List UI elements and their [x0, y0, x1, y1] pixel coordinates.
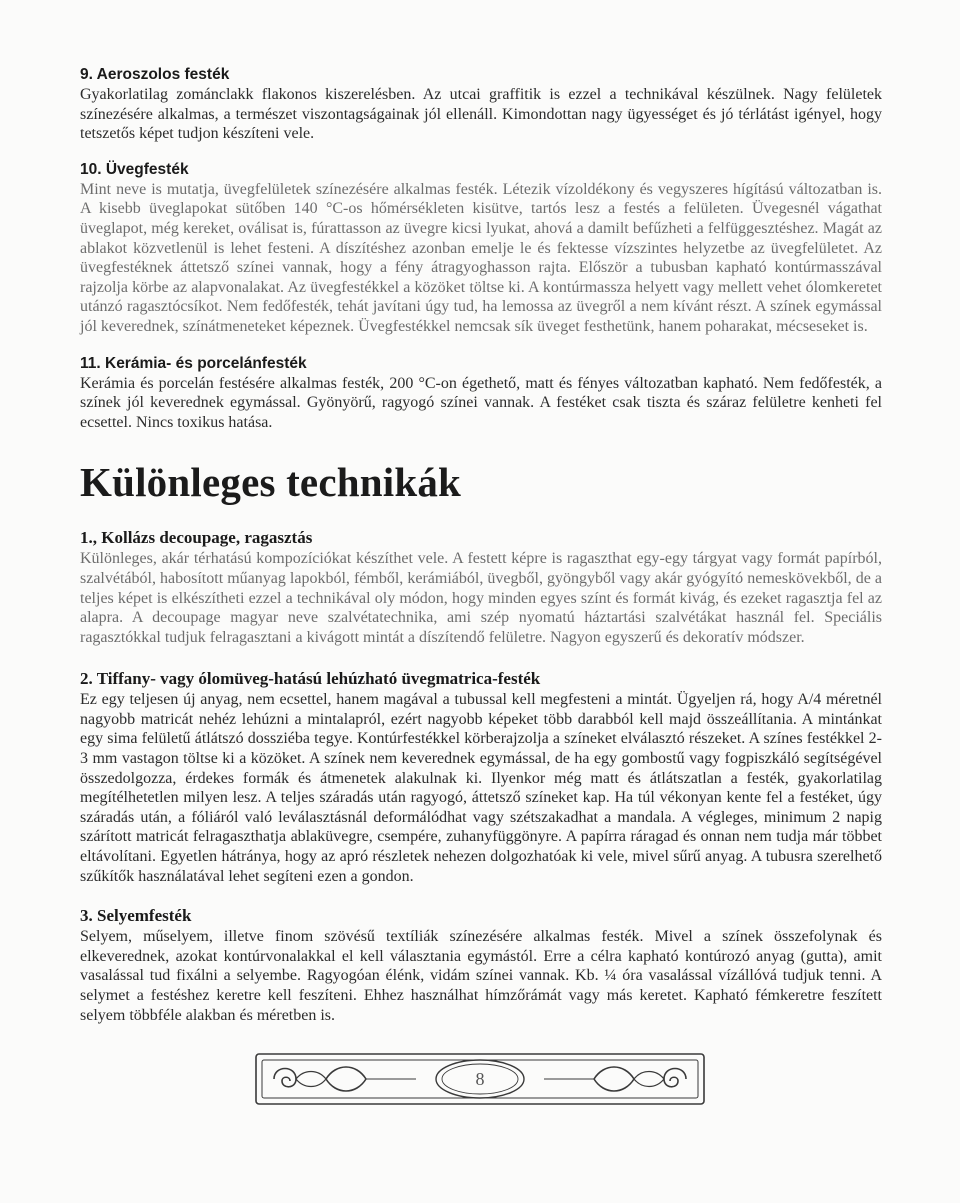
section-title: 1., Kollázs decoupage, ragasztás — [80, 528, 313, 548]
section-ceramic-paint — [80, 355, 882, 433]
section-body: Különleges, akár térhatású kompozíciókat készíthet vele. A festett képre is ragaszthat egy-egy tárgyat vagy formát papírból, szalvétából, habosított műanyag lapokból, fémből, kerámiából, üvegből, gyöngyből vagy akár gyógyító nemeskövekből, de a teljes képet is elkészítheti ezzel a technikával oly módon, hogy minden egyes színt és formát kivág, és ezeket ragasztja fel az alapra. A decoupage magyar neve szalvétatechnika, ami szép nyomatú háztartási szalvétákat használ fel. Speciális ragasztókkal tudjuk felragasztani a kivágott mintát a díszítendő felületre. Nagyon egyszerű és dekoratív módszer. — [80, 550, 882, 646]
section-title: 3. Selyemfesték — [80, 906, 192, 926]
section-body: Selyem, műselyem, illetve finom szövésű textíliák színezésére alkalmas festék. Mivel a színek összefolynak és elkeverednek, azokat kontúrvonalakkal el kell választania egymástól. Erre a célra kapható kontúrozó anyag (gutta), amit vasalással tud fixálni a selyembe. Ragyogóan élénk, vidám színei vannak. Kb. ¼ óra vasalással vízállóvá tudjuk tenni. A selymet a festéshez keretre kell feszíteni. Ehhez használhat hímzőrámát vagy más keretet. Kapható fémkeretre feszített selyem többféle alakban és méretben is. — [80, 928, 882, 1024]
section-title: 9. Aeroszolos festék — [80, 66, 230, 83]
section-title: 2. Tiffany- vagy ólomüveg-hatású lehúzható üvegmatrica-festék — [80, 669, 541, 689]
section-glass-paint — [80, 161, 882, 337]
section-body: Ez egy teljesen új anyag, nem ecsettel, hanem magával a tubussal kell megfesteni a mintát. Ügyeljen rá, hogy A/4 méretnél nagyobb matricát nehéz lehúzni a mintalapról, ezért nagyobb képeket több darabból kell majd összeállítania. A mintánkat egy sima felületű átlátszó dossziéba tegye. Kontúrfestékkel körberajzolja a színeket elválasztó részeket. A színes festékkel 2-3 mm vastagon töltse ki a közöket. A színek nem keverednek egymással, de ha egy gombostű vagy fogpiszkáló segítségével összedolgozza, érdekes formák és átmenetek alakulnak ki. Ilyenkor még matt és átlátszatlan a festék, gyakorlatilag megítélhetetlen milyen lesz. A teljes száradás után ragyogó, áttetsző színeket kap. Ha túl vékonyan kente fel a festéket, úgy száradás után, a fóliáról való leválasztásnál deformálódhat vagy szétszakadhat a mandala. A végleges, minimum 2 napig szárított matricát felragaszthatja ablaküvegre, csempére, zuhanyfüggönyre. A papírra ráragad és onnan nem tudja már többet eltávolítani. Egyetlen hátránya, hogy az apró részletek nehezen dolgozhatóak ki vele, mivel sűrű anyag. A tubusra szerelhető szűkítők használatával lehet segíteni ezen a gondon. — [80, 691, 882, 885]
section-tiffany-paint — [80, 669, 882, 886]
section-silk-paint — [80, 906, 882, 1025]
section-body: Gyakorlatilag zománclakk flakonos kiszerelésben. Az utcai graffitik is ezzel a technikával készülnek. Nagy felületek színezésére alkalmas, a természet viszontagságainak jól ellenáll. Kimondottan nagy ügyességet és jó térlátást igényel, hogy tetszetős képet tudjon készíteni vele. — [80, 86, 882, 143]
page-number: 8 — [475, 1068, 485, 1089]
section-body: Kerámia és porcelán festésére alkalmas festék, 200 °C-on égethető, matt és fényes változatban kapható. Nem fedőfesték, a színek jól keverednek egymással. Gyönyörű, ragyogó színei vannak. A festéket csak tiszta és száraz felületre kenheti fel ecsettel. Nincs toxikus hatása. — [80, 374, 882, 431]
section-body: Mint neve is mutatja, üvegfelületek színezésére alkalmas festék. Létezik vízoldékony és vegyszeres hígítású változatban is. A kisebb üveglapokat sütőben 140 °C-os hőmérsékleten kisütve, tartós lesz a festés a felületen. Üvegesnél vágathat üveglapot, még kereket, oválisat is, fúrattasson az üvegre kicsi lyukat, ahová a damilt befűzheti a felfüggesztéshez. Magát az ablakot közvetlenül is lehet festeni. A díszítéshez azonban emelje le és fektesse vízszintes helyzetbe az üvegfelületet. Az üvegfestéknek áttetsző színei vannak, hogy a fény átragyoghasson rajta. Először a tubusban kapható kontúrmasszával rajzolja körbe az alapvonalakat. Az üvegfestékkel a közöket töltse ki. A kontúrmassza helyett vagy mellett vehet ólomkeretet utánzó ragasztócsíkot. Nem fedőfesték, tehát javítani úgy tud, ha lemossa az üvegről a nem kívánt részt. A színek egymással jól keverednek, színátmeneteket képeznek. Üvegfestékkel nemcsak sík üveget festhetünk, hanem poharakat, mécseseket is. — [80, 180, 882, 335]
section-aerosol-paint — [80, 66, 882, 144]
section-collage-decoupage — [80, 528, 882, 647]
section-title: 10. Üvegfesték — [80, 160, 189, 178]
section-title: 11. Kerámia- és porcelánfesték — [80, 354, 307, 372]
chapter-heading: Különleges technikák — [80, 459, 462, 506]
